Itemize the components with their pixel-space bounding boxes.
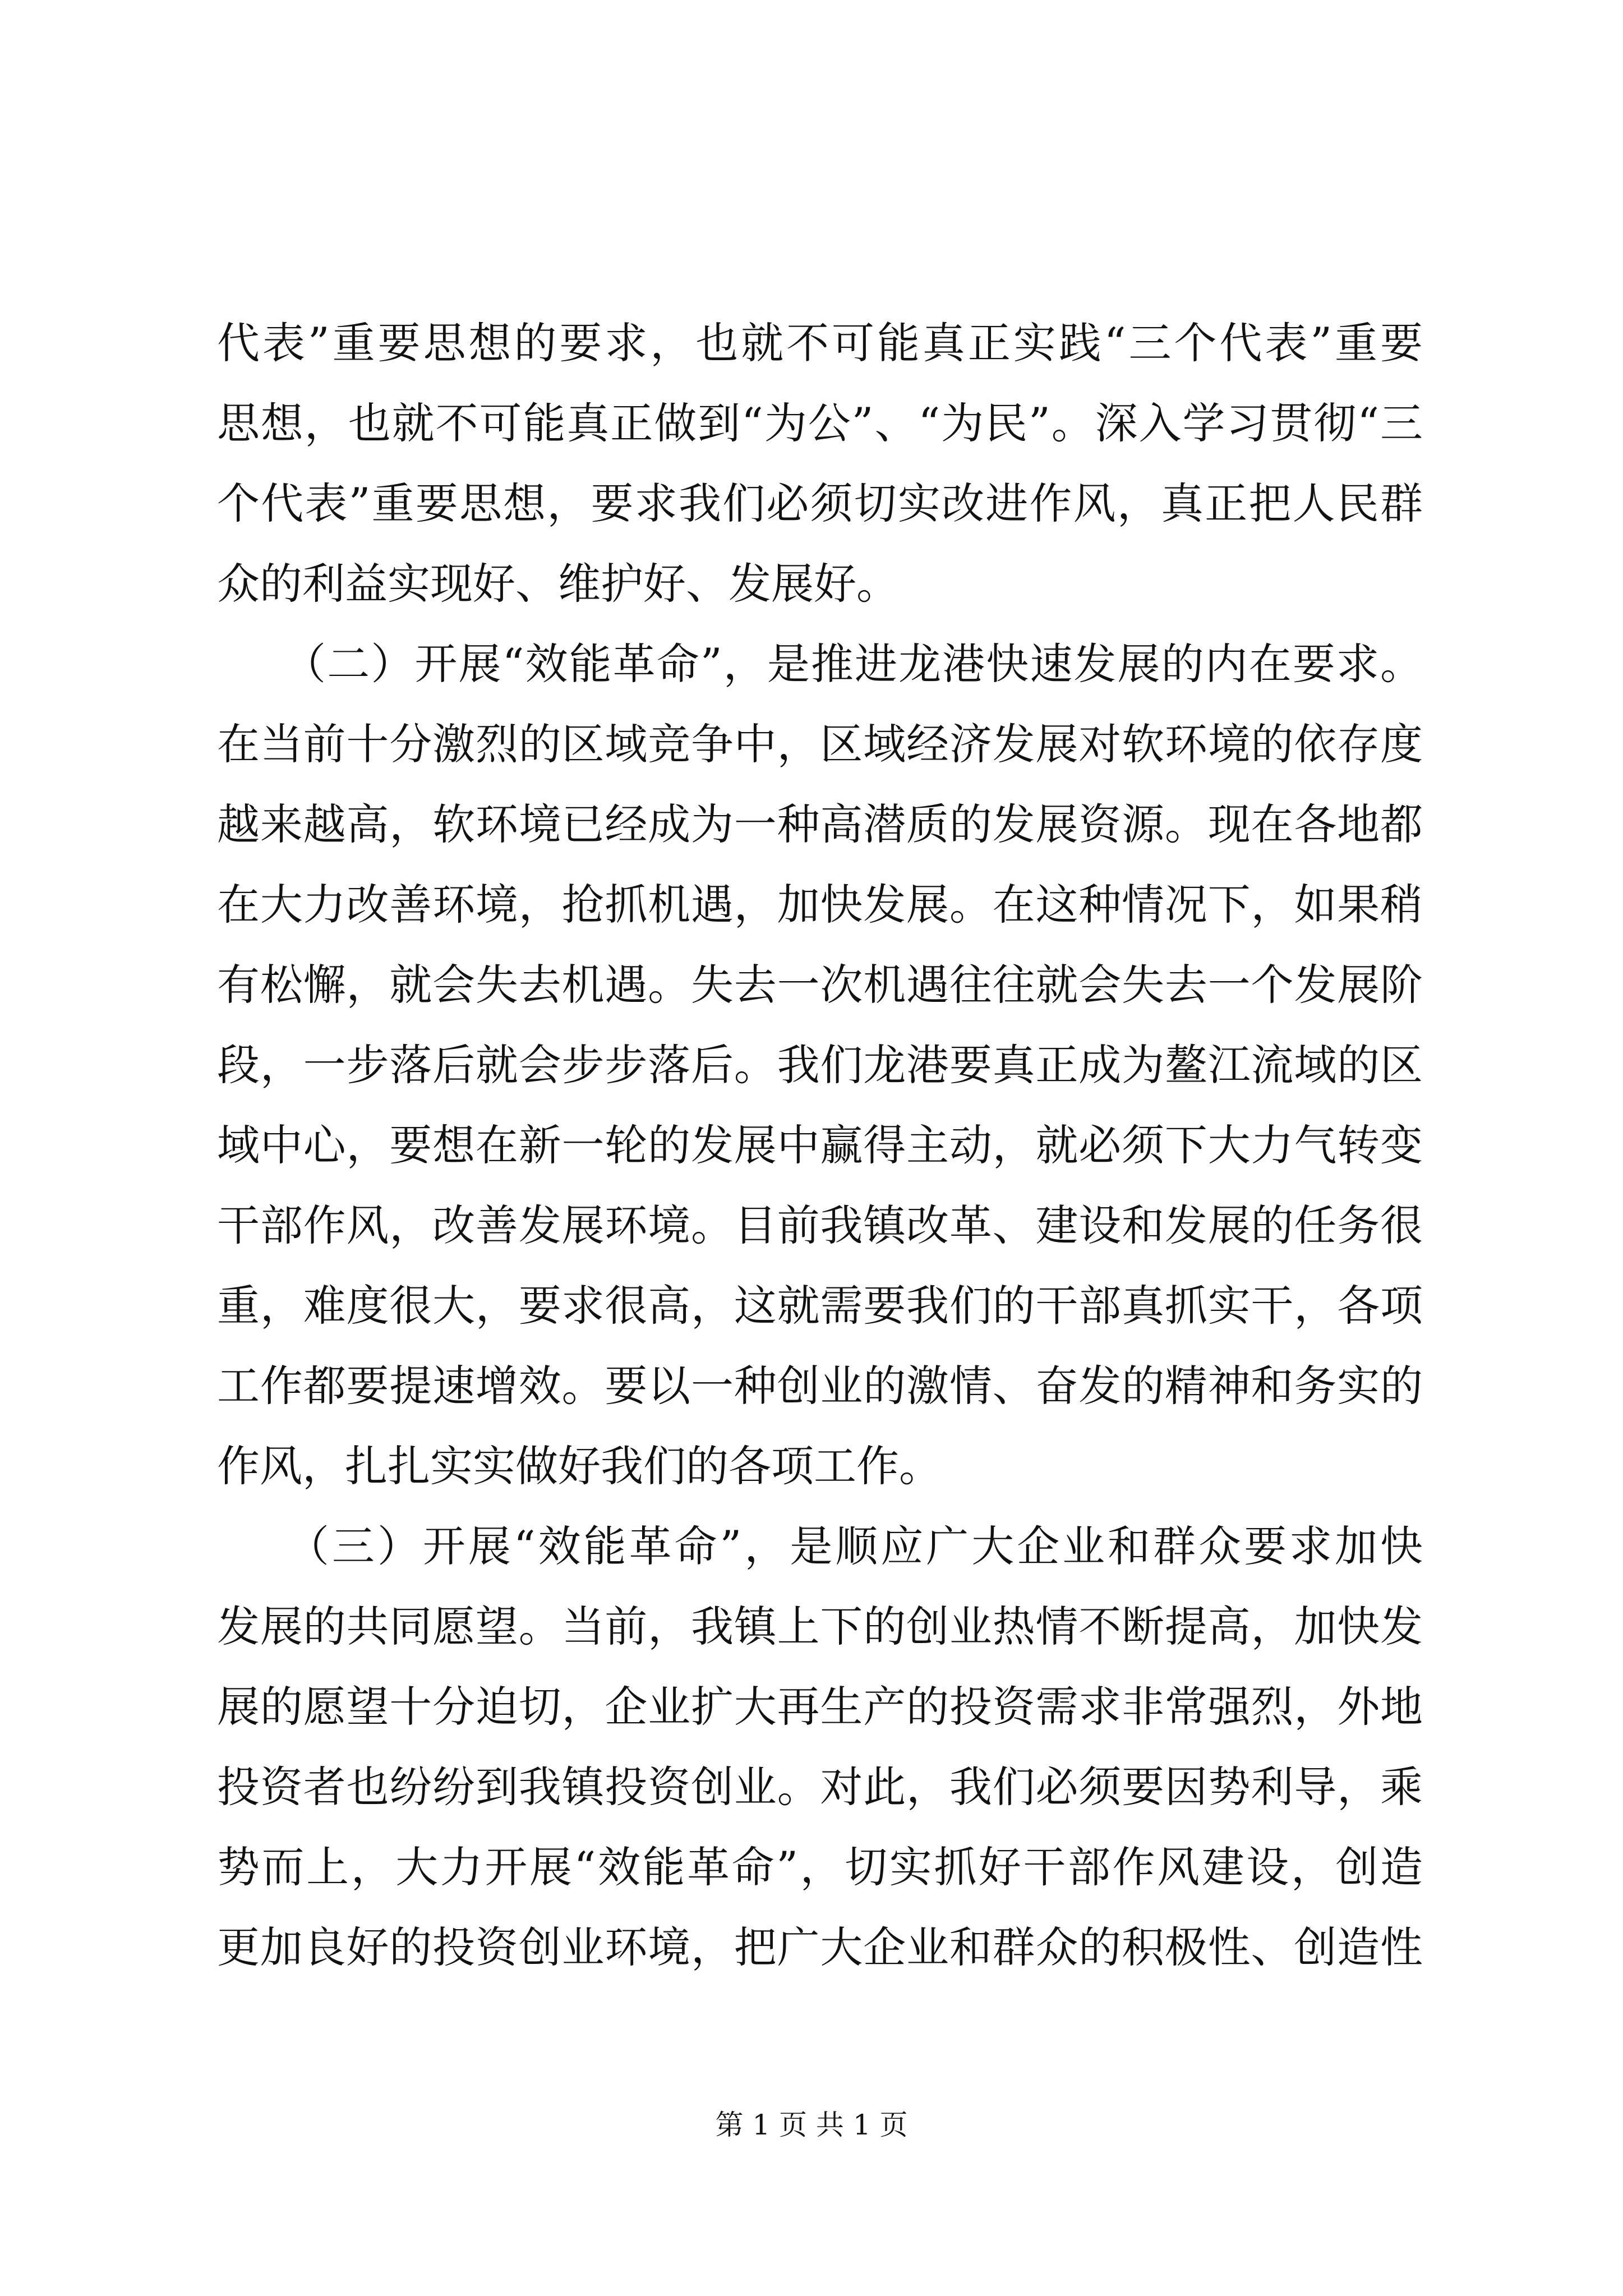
text-line: 作风，扎扎实实做好我们的各项工作。 — [217, 1441, 942, 1491]
text-line: 众的利益实现好、维护好、发展好。 — [217, 559, 899, 609]
text-line: 有松懈，就会失去机遇。失去一次机遇往往就会失去一个发展阶 — [217, 960, 1423, 1010]
text-line: （三）开展“效能革命”，是顺应广大企业和群众要求加快 — [217, 1521, 1423, 1571]
text-line: 势而上，大力开展“效能革命”，切实抓好干部作风建设，创造 — [217, 1842, 1423, 1892]
text-line: （二）开展“效能革命”，是推进龙港快速发展的内在要求。 — [217, 639, 1423, 689]
text-line: 更加良好的投资创业环境，把广大企业和群众的积极性、创造性 — [217, 1922, 1423, 1972]
text-line: 展的愿望十分迫切，企业扩大再生产的投资需求非常强烈，外地 — [217, 1682, 1423, 1732]
paragraph-3 — [217, 1506, 1423, 1987]
paragraph-2 — [217, 624, 1423, 1506]
page-number-label: 第 1 页 共 1 页 — [715, 2109, 908, 2141]
text-line: 发展的共同愿望。当前，我镇上下的创业热情不断提高，加快发 — [217, 1602, 1423, 1651]
text-line: 个代表”重要思想，要求我们必须切实改进作风，真正把人民群 — [217, 478, 1423, 528]
document-body — [217, 303, 1423, 1987]
page-footer — [0, 2108, 1623, 2142]
text-line: 干部作风，改善发展环境。目前我镇改革、建设和发展的任务很 — [217, 1200, 1423, 1250]
text-line: 思想，也就不可能真正做到“为公”、“为民”。深入学习贯彻“三 — [217, 398, 1423, 448]
text-line: 在大力改善环境，抢抓机遇，加快发展。在这种情况下，如果稍 — [217, 880, 1423, 930]
text-line: 越来越高，软环境已经成为一种高潜质的发展资源。现在各地都 — [217, 799, 1423, 849]
text-line: 工作都要提速增效。要以一种创业的激情、奋发的精神和务实的 — [217, 1361, 1423, 1411]
text-line: 段，一步落后就会步步落后。我们龙港要真正成为鳌江流域的区 — [217, 1040, 1423, 1090]
paragraph-1 — [217, 303, 1423, 624]
text-line: 在当前十分激烈的区域竞争中，区域经济发展对软环境的依存度 — [217, 719, 1423, 769]
text-line: 代表”重要思想的要求，也就不可能真正实践“三个代表”重要 — [217, 318, 1423, 368]
text-line: 域中心，要想在新一轮的发展中赢得主动，就必须下大力气转变 — [217, 1120, 1423, 1170]
text-line: 重，难度很大，要求很高，这就需要我们的干部真抓实干，各项 — [217, 1281, 1423, 1331]
text-line: 投资者也纷纷到我镇投资创业。对此，我们必须要因势利导，乘 — [217, 1762, 1423, 1812]
